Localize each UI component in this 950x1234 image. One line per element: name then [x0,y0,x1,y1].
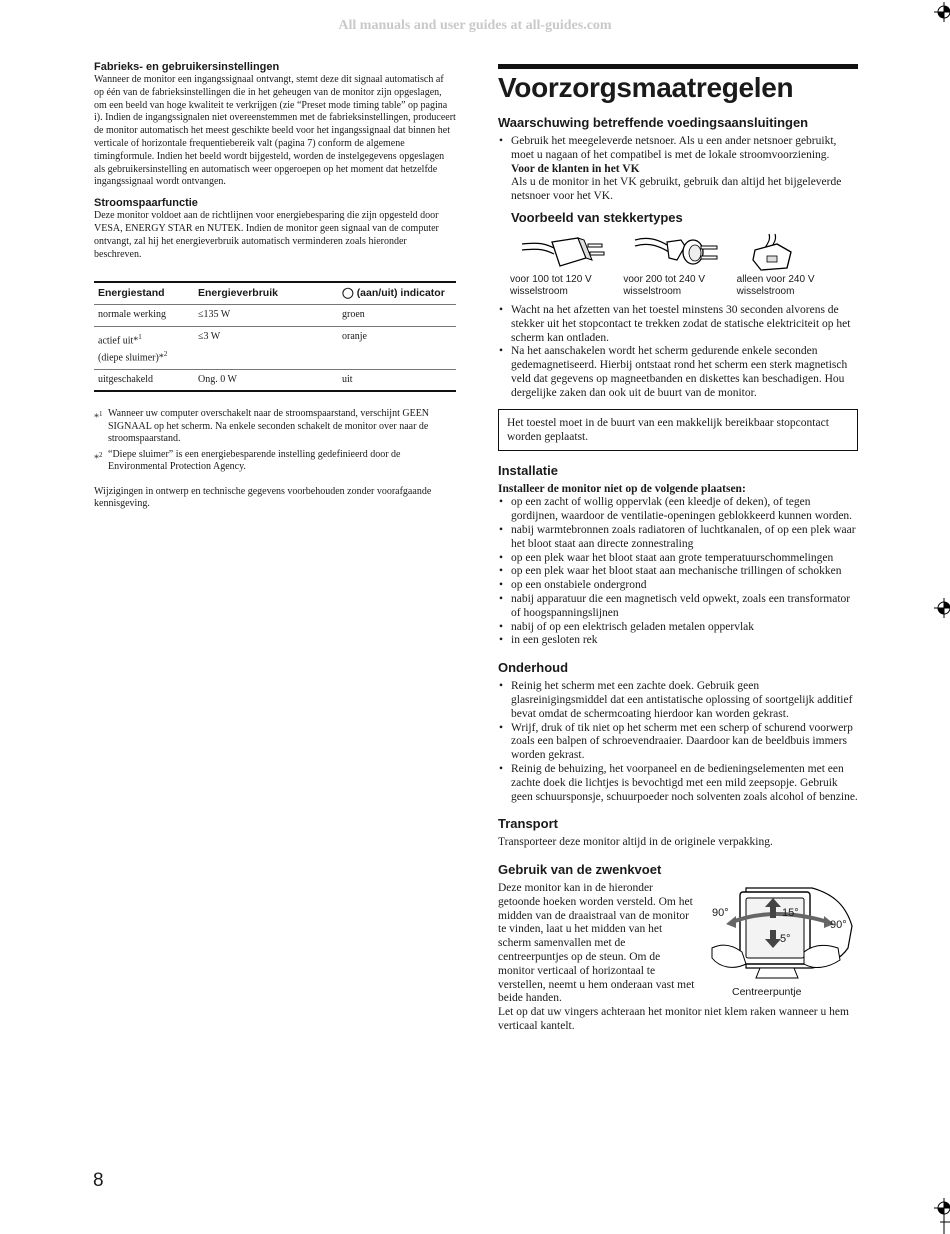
footnote-number: 2 [99,450,103,459]
installation-heading: Installatie [498,462,558,478]
power-saving-text: Deze monitor voldoet aan de richtlijnen voor energiebesparing die zijn opgesteld door VESA, ENERGY STAR en NUTEK. Indien de monitor geen signaal van de computer ontvangt, zal hij het energieverbruik automatisch verminderen zoals hieronder beschreven. [94,210,439,260]
page-title: Voorzorgsmaatregelen [498,72,794,103]
plug-type-eu [623,232,736,298]
uk-label: Voor de klanten in het VK [511,162,640,175]
table-header-indicator [338,282,456,305]
angle-down-label: 5° [780,933,791,946]
list-item: • Na het aanschakelen wordt het scherm gedurende enkele seconden gedemagnetiseerd. Hierbij ontstaat rond het scherm een sterk magnetisch veld dat gegevens op magneetbanden en diskettes kan beschadigen. Hou dergelijke zaken dan ook uit de buurt van de monitor. [498,345,858,400]
power-icon: ◯ [342,287,354,300]
angle-right-label: 90° [830,919,847,932]
plug-types-heading: Voorbeeld van stekkertypes [511,209,683,225]
plug-us-icon [520,232,610,272]
cell-mode: uitgeschakeld [98,373,153,385]
plug-caption-line-1: voor 200 tot 240 V [623,273,706,285]
installation-list [498,496,858,648]
watermark: All manuals and user guides at all-guides.com [338,18,612,33]
cell-mode-line-1: actief uit* [98,335,139,347]
list-item: • Reinig het scherm met een zachte doek. Gebruik geen glasreinigingsmiddel dat een antistatische oplossing of soortgelijk additief bevat omdat de schermcoating hierdoor kan worden gekrast. [498,680,858,721]
footnote-marker: * [94,452,99,464]
cell-mode-line-2: (diepe sluimer)* [98,352,164,364]
plug-caption-line-1: alleen voor 240 V [736,273,815,285]
table-header-mode: Energiestand [98,287,165,300]
swivel-section [498,882,858,1044]
transport-text: Transporteer deze monitor altijd in de originele verpakking. [498,836,773,849]
energy-table [94,281,456,392]
footnotes [94,408,456,474]
power-saving-heading: Stroomspaarfunctie [94,197,198,210]
transport-heading: Transport [498,816,558,832]
list-item: • op een plek waar het bloot staat aan grote temperatuurschommelingen [498,552,858,566]
power-warning-list [498,135,858,204]
plug-uk-icon [747,232,837,272]
title-rule [498,64,858,69]
power-warning-list-2 [498,304,858,401]
list-item: • Reinig de behuizing, het voorpaneel en de bedieningselementen met een zachte doek die lichtjes is bevochtigd met een mild zeepsopje. Gebruik geen schuursponsje, schuurpoeder noch solventen zoals alcohol of benzine. [498,763,858,804]
cell-consumption: ≤135 W [198,309,231,321]
footnote-marker: * [94,412,99,424]
angle-left-label: 90° [712,907,729,920]
plug-caption-line-2: wisselstroom [623,285,682,297]
swivel-heading: Gebruik van de zwenkvoet [498,862,662,878]
power-warning-heading: Waarschuwing betreffende voedingsaansluitingen [498,115,809,130]
disclaimer: Wijzigingen in ontwerp en technische gegevens voorbehouden zonder voorafgaande kennisgeving. [94,485,432,510]
registration-mark-middle-icon [934,598,950,618]
list-item: • in een gesloten rek [498,634,858,648]
footnote [94,408,456,446]
uk-text: Als u de monitor in het VK gebruikt, gebruik dan altijd het bijgeleverde netsnoer voor het VK. [511,176,842,203]
registration-mark-top-icon [934,2,950,22]
cell-indicator: uit [342,373,353,385]
footnote-text: “Diepe sluimer” is een energiebesparende instelling gedefinieerd door de Environmental Protection Agency. [108,448,401,473]
cell-mode: normale werking [98,309,167,321]
angle-up-label: 15° [782,907,799,920]
list-item: • op een zacht of wollig oppervlak (een kleedje of deken), of tegen gordijnen, waardoor de ventilatie-openingen geblokkeerd kunnen worden. [498,496,858,524]
table-row [94,369,456,391]
notice-box: Het toestel moet in de buurt van een makkelijk bereikbaar stopcontact worden geplaatst. [498,409,858,451]
list-item: • nabij of op een elektrisch geladen metalen oppervlak [498,621,858,635]
swivel-figure [704,886,856,1002]
bullet-text: Gebruik het meegeleverde netsnoer. Als u een ander netsnoer gebruikt, moet u nagaan of het compatibel is met de lokale stroomvoorziening. [511,135,837,161]
table-row [94,305,456,327]
plug-types [510,232,850,298]
list-item: • nabij apparatuur die een magnetisch veld opwekt, zoals een transformator of hoogspanningslijnen [498,593,858,621]
list-item: • op een onstabiele ondergrond [498,579,858,593]
maintenance-heading: Onderhoud [498,660,569,676]
footnote-ref: 1 [138,332,142,341]
footnote-number: 1 [99,410,103,419]
indicator-header-label: (aan/uit) indicator [356,287,445,300]
cell-consumption: Ong. 0 W [198,373,237,385]
maintenance-list [498,680,858,804]
cell-indicator: groen [342,309,365,321]
list-item: • Wrijf, druk of tik niet op het scherm met een scherp of schurend voorwerp zoals een balpen of schroevendraaier. Daardoor kan de beeldbuis immers worden gekrast. [498,722,858,763]
plug-caption-line-1: voor 100 tot 120 V [510,273,592,285]
swivel-text: Deze monitor kan in de hieronder getoonde hoeken worden versteld. Om het midden van de draaistraal van de monitor te vinden, laat u het midden van het scherm samenvallen met de centreerpuntjes op de steun. Om de monitor verticaal of horizontaal te verstellen, neemt u hem onderaan vast met beide handen. [498,882,695,1005]
installation-lead: Installeer de monitor niet op de volgende plaatsen: [498,482,746,495]
cell-indicator: oranje [342,330,367,342]
plug-eu-icon [633,232,723,272]
table-header-consumption: Energieverbruik [198,287,278,300]
list-item: • Wacht na het afzetten van het toestel minstens 30 seconden alvorens de stekker uit het stopcontact te trekken zodat de statische elektriciteit op het scherm kan ontladen. [498,304,858,345]
footnote-ref: 2 [163,349,168,358]
figure-caption: Centreerpuntje [732,986,802,999]
factory-settings-text: Wanneer de monitor een ingangssignaal ontvangt, stemt deze dit signaal automatisch af op één van de fabrieksinstellingen die in het geheugen van de monitor zijn opgeslagen, om een beeld van hoge kwaliteit te verkrijgen (zie “Preset mode timing table” op pagina i). Indien de ingangssignalen niet overeenstemmen met de fabrieksinstellingen, produceert de monitor automatisch het meest geschikte beeld voor het ingangssignaal dat binnen het verticale of horizontale frequentiebereik valt (pagina 7) conform de algemene timingformule. Indien het beeld wordt bijgesteld, worden de instelgegevens opgeslagen als gebruikersinstelling en automatisch weer opgeroepen op het moment dat hetzelfde ingangssignaal wordt ontvangen. [94,74,456,188]
swivel-warning: Let op dat uw vingers achteraan het monitor niet klem raken wanneer u hem verticaal kantelt. [498,1006,849,1033]
page-number: 8 [93,1170,104,1191]
factory-settings-heading: Fabrieks- en gebruikersinstellingen [94,61,280,73]
list-item [498,135,858,204]
cell-consumption: ≤3 W [198,330,221,342]
plug-caption-line-2: wisselstroom [736,285,795,297]
footnote-text: Wanneer uw computer overschakelt naar de stroomspaarstand, verschijnt GEEN SIGNAAL op het scherm. Na enkele seconden schakelt de monitor over naar de stroomspaarstand. [108,408,430,445]
cell-mode [94,326,194,369]
right-column [498,64,858,1044]
plug-caption-line-2: wisselstroom [510,285,568,297]
plug-type-us [510,232,623,298]
list-item: • op een plek waar het bloot staat aan mechanische trillingen of schokken [498,565,858,579]
registration-mark-bottom-icon [934,1196,950,1234]
left-column [94,60,456,511]
plug-type-uk [737,232,850,298]
table-row [94,326,456,369]
footnote [94,449,456,474]
list-item: • nabij warmtebronnen zoals radiatoren of luchtkanalen, of op een plek waar het bloot staat aan directe zonnestraling [498,524,858,552]
